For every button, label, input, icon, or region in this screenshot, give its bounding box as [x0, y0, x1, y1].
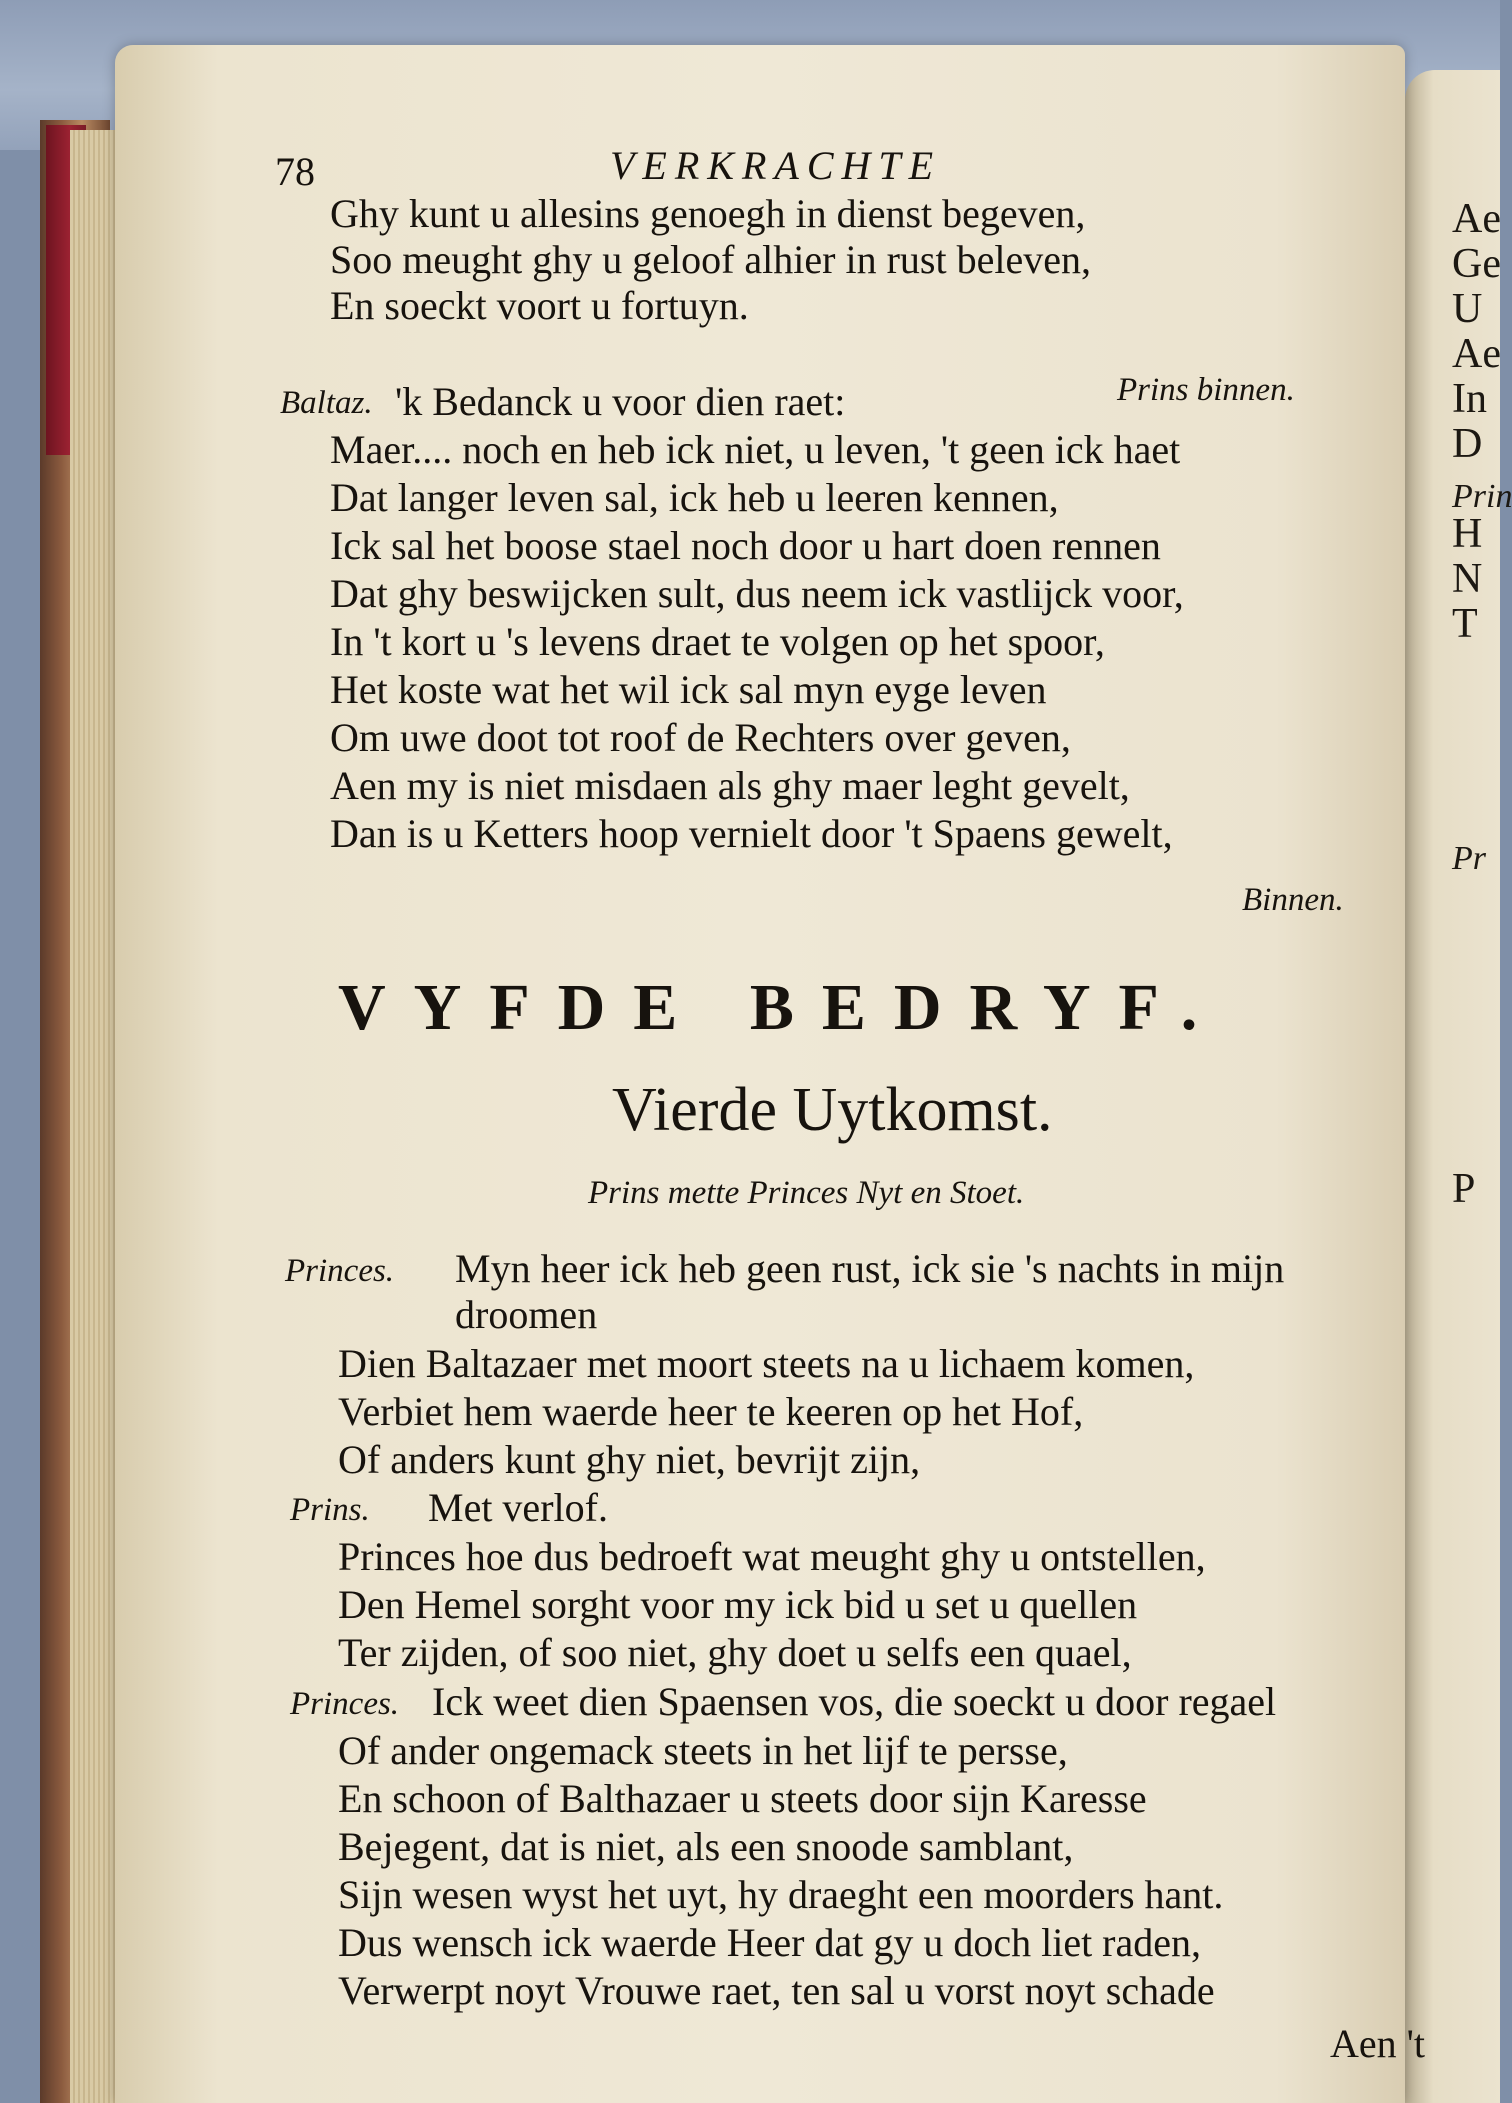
- facing-fragment: Ae: [1452, 196, 1501, 242]
- verse-line: Sijn wesen wyst het uyt, hy draeght een moorders hant.: [338, 1872, 1224, 1917]
- verse-line: Ick weet dien Spaensen vos, die soeckt u door regael: [432, 1679, 1277, 1724]
- verse-line: Verwerpt noyt Vrouwe raet, ten sal u vorst noyt schade: [338, 1968, 1215, 2013]
- verse-line: Soo meught ghy u geloof alhier in rust beleven,: [330, 237, 1091, 282]
- verse-line: droomen: [455, 1292, 598, 1337]
- verse-line: Dien Baltazaer met moort steets na u lichaem komen,: [338, 1341, 1195, 1386]
- facing-fragment: P: [1452, 1166, 1476, 1212]
- verse-line: Bejegent, dat is niet, als een snoode samblant,: [338, 1824, 1074, 1869]
- facing-fragment: Pr: [1452, 840, 1486, 877]
- running-title: VERKRACHTE: [610, 143, 942, 188]
- verse-line: Princes hoe dus bedroeft wat meught ghy u ontstellen,: [338, 1534, 1206, 1579]
- verse-line: Ter zijden, of soo niet, ghy doet u selfs een quael,: [338, 1630, 1132, 1675]
- facing-fragment: N: [1452, 556, 1483, 602]
- facing-fragment: Ge: [1452, 241, 1501, 287]
- catchword: Aen 't: [1330, 2021, 1425, 2066]
- facing-fragment: Prin: [1452, 478, 1512, 515]
- verse-line: Of ander ongemack steets in het lijf te persse,: [338, 1728, 1068, 1773]
- facing-fragment: T: [1452, 601, 1478, 647]
- stage-direction: Prins mette Princes Nyt en Stoet.: [588, 1175, 1025, 1211]
- verse-line: In 't kort u 's levens draet te volgen op het spoor,: [330, 619, 1105, 664]
- verse-line: Of anders kunt ghy niet, bevrijt zijn,: [338, 1437, 921, 1482]
- verse-line: Maer.... noch en heb ick niet, u leven, 't geen ick haet: [330, 427, 1181, 472]
- page-number: 78: [275, 149, 315, 194]
- verse-line: En soeckt voort u fortuyn.: [330, 283, 749, 328]
- facing-fragment: H: [1452, 511, 1483, 557]
- verse-line: 'k Bedanck u voor dien raet:: [395, 379, 846, 424]
- verse-line: Aen my is niet misdaen als ghy maer leght gevelt,: [330, 763, 1130, 808]
- facing-fragment: U: [1452, 286, 1483, 332]
- facing-fragment: Ae: [1452, 331, 1501, 377]
- stage-direction: Prins binnen.: [1117, 372, 1295, 408]
- verse-line: Met verlof.: [428, 1485, 608, 1530]
- verse-line: Ick sal het boose stael noch door u hart doen rennen: [330, 523, 1161, 568]
- verse-line: Dan is u Ketters hoop vernielt door 't Spaens gewelt,: [330, 811, 1173, 856]
- speaker-label: Princes.: [285, 1253, 395, 1289]
- facing-page-text: [1452, 0, 1512, 1300]
- verse-line: Het koste wat het wil ick sal myn eyge leven: [330, 667, 1047, 712]
- verse-line: Dat langer leven sal, ick heb u leeren kennen,: [330, 475, 1059, 520]
- verse-line: Ghy kunt u allesins genoegh in dienst begeven,: [330, 191, 1086, 236]
- verse-line: Dus wensch ick waerde Heer dat gy u doch liet raden,: [338, 1920, 1202, 1965]
- speaker-label: Prins.: [290, 1492, 370, 1528]
- verse-line: Myn heer ick heb geen rust, ick sie 's nachts in mijn: [455, 1246, 1285, 1291]
- verse-line: Dat ghy beswijcken sult, dus neem ick vastlijck voor,: [330, 571, 1184, 616]
- facing-fragment: In: [1452, 376, 1487, 422]
- verse-line: Om uwe doot tot roof de Rechters over geven,: [330, 715, 1071, 760]
- verse-line: En schoon of Balthazaer u steets door sijn Karesse: [338, 1776, 1147, 1821]
- verse-line: Den Hemel sorght voor my ick bid u set u quellen: [338, 1582, 1138, 1627]
- stage-direction: Binnen.: [1242, 882, 1344, 918]
- act-heading: VYFDE BEDRYF.: [338, 971, 1226, 1044]
- speaker-label: Princes.: [290, 1686, 400, 1722]
- facing-fragment: D: [1452, 421, 1483, 467]
- scene-heading: Vierde Uytkomst.: [612, 1076, 1053, 1144]
- speaker-label: Baltaz.: [280, 385, 373, 421]
- verse-line: Verbiet hem waerde heer te keeren op het Hof,: [338, 1389, 1084, 1434]
